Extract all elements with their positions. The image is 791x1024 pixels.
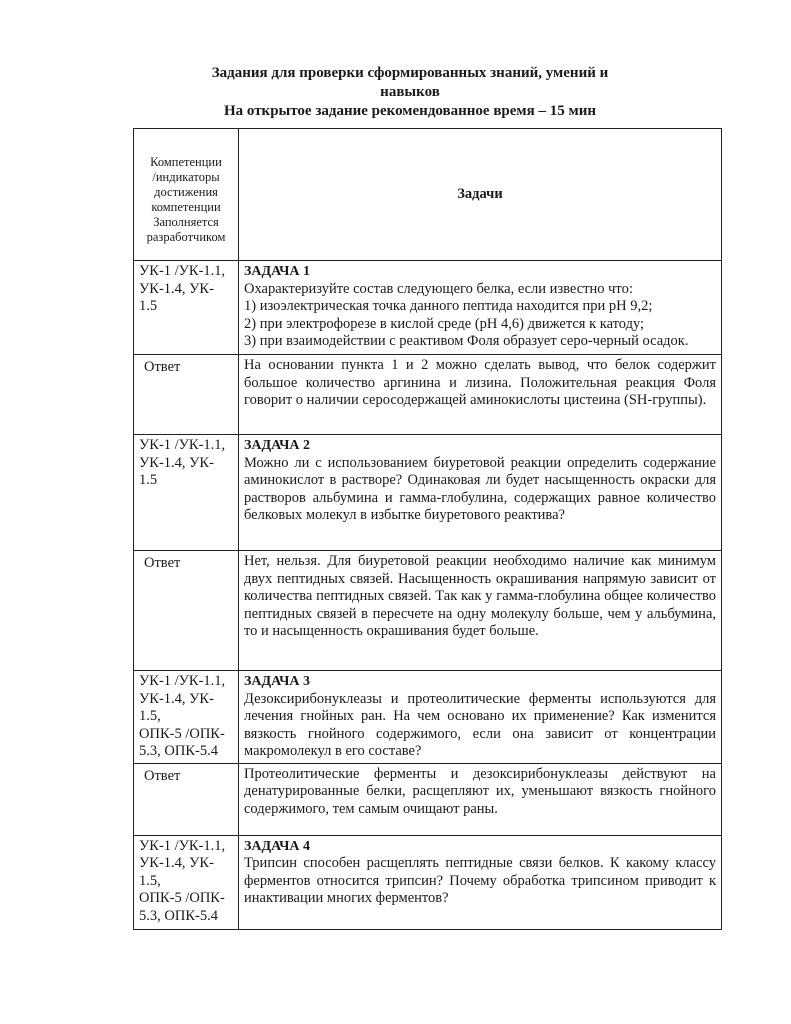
header-left-line: достижения xyxy=(154,185,218,199)
answer-row-2 xyxy=(134,551,722,671)
competency-line: 1.5, xyxy=(139,708,161,724)
task-row-1 xyxy=(134,261,722,355)
competency-line: ОПК-5 /ОПК- xyxy=(139,890,225,906)
task-4-content xyxy=(239,835,722,929)
task-3-content xyxy=(239,671,722,764)
task-4-title: ЗАДАЧА 4 xyxy=(244,838,311,854)
competency-line: УК-1 /УК-1.1, xyxy=(139,673,226,689)
competency-line: УК-1.4, УК- xyxy=(139,690,214,707)
task-1-content xyxy=(239,261,722,355)
answer-2-text: Нет, нельзя. Для биуретовой реакции необходимо наличие как минимум двух пептидных связей. Насыщенность окрашивания напрямую зависит от количества пептидных связей. Так как у гамма-глобулина общее количество пептидных связей в пересчете на одну молекулу больше, чем у альбумина, то и насыщенность окрашивания будет больше. xyxy=(239,551,722,671)
competency-line: УК-1.4, УК- xyxy=(139,280,214,297)
task-1-line: 2) при электрофорезе в кислой среде (pH 4,6) движется к катоду; xyxy=(244,315,645,332)
competency-line: 1.5, xyxy=(139,872,161,889)
task-1-line: 3) при взаимодействии с реактивом Фоля образует серо-черный осадок. xyxy=(244,333,689,349)
tasks-table xyxy=(133,128,722,930)
task-4-text: Трипсин способен расщеплять пептидные связи белков. К какому классу ферментов относится трипсин? Почему обработка трипсином приводит к инактивации многих ферментов? xyxy=(244,855,716,906)
task-3-text: Дезоксирибонуклеазы и протеолитические ферменты используются для лечения гнойных ран. На чем основано их применение? Как изменится вязкость гнойного содержимого, если она зависит от концентрации макромолекул в его составе? xyxy=(244,690,716,759)
answer-3-label: Ответ xyxy=(134,763,239,835)
competency-line: УК-1 /УК-1.1, xyxy=(139,837,226,854)
header-left-line: Компетенции xyxy=(150,155,222,169)
header-competencies xyxy=(134,129,239,261)
task-row-4 xyxy=(134,835,722,929)
competency-line: УК-1.4, УК- xyxy=(139,855,214,871)
task-1-competencies xyxy=(134,261,239,355)
table-header-row xyxy=(134,129,722,261)
competency-line: 1.5 xyxy=(139,472,158,488)
task-2-content xyxy=(239,435,722,551)
document-title xyxy=(150,64,670,121)
task-2-text: Можно ли с использованием биуретовой реакции определить содержание аминокислот в растворе? Одинаковая ли будет насыщенность окраски для растворов альбумина и гамма-глобулина, содержащих равное количество белковых молекул в избытке биуретового реактива? xyxy=(244,454,716,523)
header-tasks: Задачи xyxy=(239,129,722,261)
competency-line: УК-1.4, УК- xyxy=(139,454,214,471)
competency-line: 1.5 xyxy=(139,298,158,314)
answer-1-text: На основании пункта 1 и 2 можно сделать вывод, что белок содержит большое количество аргинина и лизина. Положительная реакция Фоля говорит о наличии серосодержащей аминокислоты цистеина (SH-группы). xyxy=(239,355,722,435)
title-line-3: На открытое задание рекомендованное время – 15 мин xyxy=(223,103,597,119)
task-row-3 xyxy=(134,671,722,764)
task-2-competencies xyxy=(134,435,239,551)
task-1-line: 1) изоэлектрическая точка данного пептида находится при pH 9,2; xyxy=(244,298,653,314)
answer-1-label: Ответ xyxy=(134,355,239,435)
answer-row-1 xyxy=(134,355,722,435)
competency-line: 5.3, ОПК-5.4 xyxy=(139,907,218,924)
competency-line: 5.3, ОПК-5.4 xyxy=(139,743,218,759)
header-left-line: компетенции xyxy=(151,200,221,214)
task-4-competencies xyxy=(134,835,239,929)
header-left-line: разработчиком xyxy=(146,230,226,244)
header-left-line: /индикаторы xyxy=(152,170,220,184)
competency-line: УК-1 /УК-1.1, xyxy=(139,437,226,453)
task-3-title: ЗАДАЧА 3 xyxy=(244,674,311,689)
competency-line: ОПК-5 /ОПК- xyxy=(139,725,225,742)
answer-row-3 xyxy=(134,763,722,835)
title-line-2: навыков xyxy=(380,84,440,100)
task-3-competencies xyxy=(134,671,239,764)
competency-line: УК-1 /УК-1.1, xyxy=(139,263,226,279)
task-1-line: Охарактеризуйте состав следующего белка, если известно что: xyxy=(244,280,633,297)
answer-3-text: Протеолитические ферменты и дезоксирибонуклеазы действуют на денатурированные белки, расщепляют их, уменьшают вязкость гнойного содержимого, тем самым очищают раны. xyxy=(239,763,722,835)
title-line-1: Задания для проверки сформированных знаний, умений и xyxy=(211,65,609,81)
header-left-line: Заполняется xyxy=(153,215,219,229)
task-1-title: ЗАДАЧА 1 xyxy=(244,264,311,279)
task-2-title: ЗАДАЧА 2 xyxy=(244,438,311,453)
answer-2-label: Ответ xyxy=(134,551,239,671)
task-row-2 xyxy=(134,435,722,551)
